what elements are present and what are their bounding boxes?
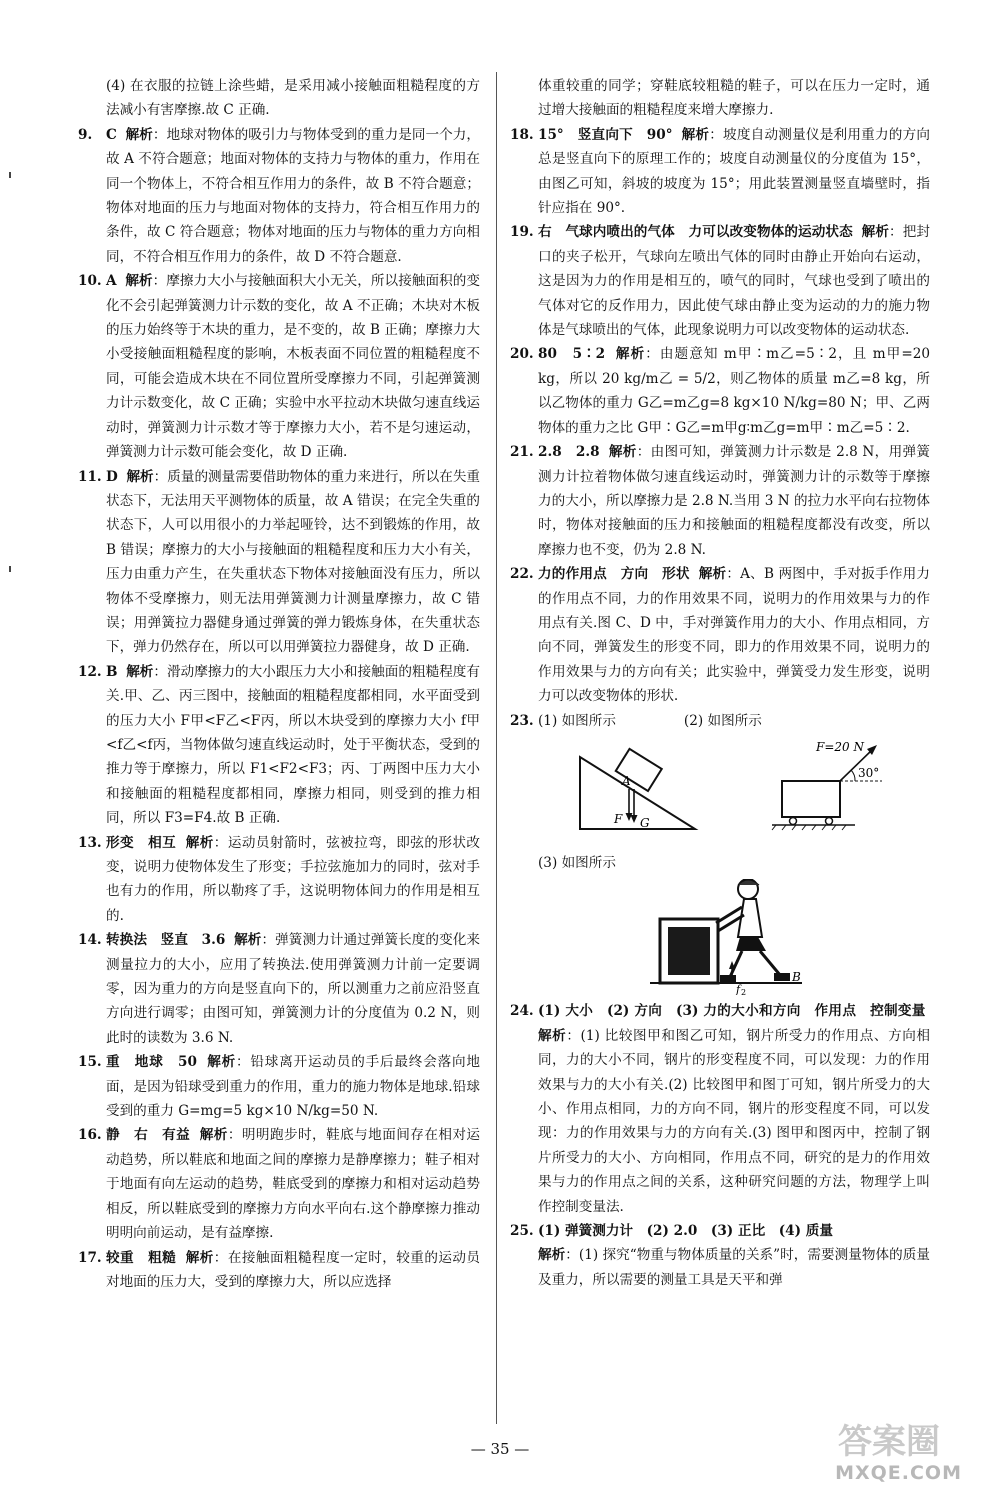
answer-item [78, 74, 480, 123]
label-f2-sub: 2 [741, 988, 747, 996]
analysis-text: 明明跑步时，鞋底与地面间存在相对运动趋势，所以鞋底和地面之间的摩擦力是静摩擦力；鞋子相对于地面有向左运动的趋势，鞋底受到的摩擦力和相对运动趋势相反，所以鞋底受到的摩擦力方向水平向右.这个静摩擦力推动明明向前运动，是有益摩擦. [106, 1127, 481, 1242]
analysis-text: 弹簧测力计通过弹簧长度的变化来测量拉力的大小，应用了转换法.使用弹簧测力计前一定要调零，因为重力的方向是竖直向下的，所以测重力之前应沿竖直方向进行调零；由图可知，弹簧测力计的分度值为 0.2 N，则此时的读数为 3.6 N. [106, 932, 481, 1046]
analysis-label: 解析 [125, 126, 153, 143]
analysis-text: 由图可知，弹簧测力计示数是 2.8 N，用弹簧测力计拉着物体做匀速直线运动时，弹簧测力计的示数等于摩擦力的大小，所以摩擦力是 2.8 N.当用 3 N 的拉力水平向右拉物体时，物体对接触面的压力和接触面的粗糙程度都没有改变，所以摩擦力也不变，仍为 2.8 N. [538, 444, 931, 558]
answer-item-23 [510, 709, 930, 733]
answer-text: (1) 如图所示 (2) 如图所示 [538, 712, 762, 729]
answer-key: C [106, 126, 117, 143]
answer-key: 80 5∶2 [538, 346, 606, 363]
watermark-logo-text: 答案圈 [838, 1422, 940, 1462]
analysis-label: 解析 [126, 468, 154, 485]
right-column [510, 74, 930, 1292]
answer-key: D [106, 468, 118, 485]
answer-item-18: 18. 15° 竖直向下 90° 解析：坡度自动测量仪是利用重力的方向总是竖直向下的原理工作的；坡度自动测量仪的分度值为 15°，由图乙可知，斜坡的坡度为 15°；用此装置测量竖直墙壁时，指针应指在 90°. [510, 123, 930, 221]
item-number: 17. [78, 1249, 102, 1266]
answer-item-24: 24. (1) 大小 (2) 方向 (3) 力的大小和方向 作用点 控制变量 解析：(1) 比较图甲和图乙可知，钢片所受力的作用点、方向相同，力的大小不同，钢片的形变程度不同，可以发现：力的作用效果与力的大小有关.(2) 比较图甲和图丁可知，钢片所受力的大小、作用点相同，力的方向不同，钢片的形变程度不同，可以发现：力的作用效果与力的方向有关.(3) 图甲和图丙中，控制了钢片所受力的大小、方向相同，作用点不同，研究的是力的作用效果与力的作用点之间的关系，这种研究问题的方法，物理学上叫作控制变量法. [510, 999, 930, 1219]
incline-diagram [580, 749, 695, 830]
answer-item-21: 21. 2.8 2.8 解析：由图可知，弹簧测力计示数是 2.8 N，用弹簧测力计拉着物体做匀速直线运动时，弹簧测力计的示数等于摩擦力的大小，所以摩擦力是 2.8 N.当用 3 N 的拉力水平向右拉物体时，物体对接触面的压力和接触面的粗糙程度都没有改变，所以摩擦力也不变，仍为 2.8 N. [510, 440, 930, 562]
cart-diagram [772, 740, 882, 830]
answer-text: (4) 在衣服的拉链上涂些蜡，是采用减小接触面粗糙程度的方法减小有害摩擦.故 C 正确. [106, 78, 480, 119]
left-column [78, 74, 480, 1294]
analysis-text: 铅球离开运动员的手后最终会落向地面，是因为铅球受到重力的作用，重力的施力物体是地球.铅球受到的重力 G=mg=5 kg×10 N/kg=50 N. [106, 1054, 481, 1120]
item-number: 22. [510, 566, 534, 583]
answer-item-13: 13. 形变 相互 解析：运动员射箭时，弦被拉弯，即弦的形状改变，说明力使物体发生了形变；手拉弦施加力的同时，弦对手也有力的作用，所以勒疼了手，这说明物体间力的作用是相互的. [78, 831, 480, 929]
item-number: 12. [78, 663, 102, 680]
answer-key: 重 地球 50 [106, 1054, 197, 1071]
label-g: G [640, 815, 650, 830]
analysis-label: 解析 [615, 346, 646, 363]
answer-item-9: 9. C 解析：地球对物体的吸引力与物体受到的重力是同一个力，故 A 不符合题意；地面对物体的支持力与物体的重力，作用在同一个物体上，不符合相互作用力的条件，故 B 不符合题意；物体对地面的压力与地面对物体的支持力，符合相互作用力的条件，故 C 符合题意；物体对地面的压力与物体的重力方向相同，不符合相互作用力的条件，故 D 不符合题意. [78, 123, 480, 269]
margin-mark [9, 566, 11, 572]
analysis-label: 解析 [538, 1247, 566, 1264]
answer-key: (1) 大小 (2) 方向 (3) 力的大小和方向 作用点 控制变量 [538, 1003, 926, 1020]
analysis-label: 解析 [681, 126, 710, 143]
q23-3-caption: (3) 如图所示 [538, 854, 616, 871]
answer-item-14: 14. 转换法 竖直 3.6 解析：弹簧测力计通过弹簧长度的变化来测量拉力的大小，应用了转换法.使用弹簧测力计前一定要调零，因为重力的方向是竖直向下的，所以测重力之前应沿竖直方向进行调零；由图可知，弹簧测力计的分度值为 0.2 N，则此时的读数为 3.6 N. [78, 928, 480, 1050]
answer-key: 右 气球内喷出的气体 力可以改变物体的运动状态 [538, 224, 853, 241]
analysis-label: 解析 [698, 566, 727, 583]
answer-item-15: 15. 重 地球 50 解析：铅球离开运动员的手后最终会落向地面，是因为铅球受到重力的作用，重力的施力物体是地球.铅球受到的重力 G=mg=5 kg×10 N/kg=50 N. [78, 1050, 480, 1123]
analysis-label: 解析 [185, 834, 214, 851]
answer-item-10: 10. A 解析：摩擦力大小与接触面积大小无关，所以接触面积的变化不会引起弹簧测力计示数的变化，故 A 不正确；木块对木板的压力始终等于木块的重力，是不变的，故 B 正确；摩擦力大小受接触面粗糙程度的影响，木板表面不同位置的粗糙程度不同，可能会造成木块在不同位置所受摩擦力不同，引起弹簧测力计示数变化，故 C 正确；实验中水平拉动木块做匀速直线运动时，弹簧测力计示数才等于摩擦力大小，若不是匀速运动，弹簧测力计示数可能会变化，故 D 正确. [78, 269, 480, 464]
analysis-label: 解析 [207, 1054, 236, 1071]
item-number: 13. [78, 834, 102, 851]
item-number: 18. [510, 126, 534, 143]
label-a: A [622, 773, 631, 788]
analysis-label: 解析 [234, 932, 262, 949]
analysis-text: 摩擦力大小与接触面积大小无关，所以接触面积的变化不会引起弹簧测力计示数的变化，故 A 不正确；木块对木板的压力始终等于木块的重力，是不变的，故 B 正确；摩擦力大小受接触面粗糙程度的影响，木板表面不同位置的粗糙程度不同，可能会造成木块在不同位置所受摩擦力不同，引起弹簧测力计示数变化，故 C 正确；实验中水平拉动木块做匀速直线运动时，弹簧测力计示数才等于摩擦力大小，若不是匀速运动，弹簧测力计示数可能会变化，故 D 正确. [106, 273, 481, 461]
item-number: 16. [78, 1127, 102, 1144]
item-number: 10. [78, 273, 102, 290]
item-number: 24. [510, 1003, 534, 1020]
analysis-label: 解析 [125, 273, 153, 290]
watermark-url: MXQE.COM [835, 1462, 962, 1484]
item-number: 9. [78, 126, 93, 143]
page-number: — 35 — [470, 1440, 530, 1458]
analysis-text: 质量的测量需要借助物体的重力来进行，所以在失重状态下，无法用天平测物体的质量，故 A 错误；在完全失重的状态下，人可以用很小的力举起哑铃，达不到锻炼的作用，故 B 错误；摩擦力的大小与接触面的粗糙程度和压力大小有关，压力由重力产生，在失重状态下物体对接触面没有压力，所以物体不受摩擦力，则无法用弹簧测力计测量摩擦力，故 C 错误；用弹簧拉力器健身通过弹簧的弹力锻炼身体，在失重状态下，弹力仍然存在，所以可以用弹簧拉力器健身，故 D 正确. [106, 468, 481, 656]
analysis-text: A、B 两图中，手对扳手作用力的作用点不同，力的作用效果不同，说明力的作用效果与力的作用点有关.图 C、D 中，手对弹簧作用力的大小、作用点相同，方向不同，弹簧发生的形变不同，即力的作用效果不同，说明力的作用效果与力的方向有关；此实验中，弹簧受力发生形变，说明力可以改变物体的形状. [538, 566, 930, 705]
analysis-text: 在接触面粗糙程度一定时，较重的运动员对地面的压力大，受到的摩擦力大，所以应选择 [106, 1249, 481, 1290]
answer-key: 较重 粗糙 [106, 1249, 177, 1266]
analysis-label: 解析 [199, 1127, 228, 1144]
answer-key: 2.8 2.8 [538, 444, 600, 461]
answer-key: 15° 竖直向下 90° [538, 126, 673, 143]
analysis-label: 解析 [608, 444, 637, 461]
analysis-text: 坡度自动测量仪是利用重力的方向总是竖直向下的原理工作的；坡度自动测量仪的分度值为 15°，由图乙可知，斜坡的坡度为 15°；用此装置测量竖直墙壁时，指针应指在 90°. [538, 126, 930, 217]
figure-row-23-3 [510, 879, 930, 995]
answer-key: 力的作用点 方向 形状 [538, 566, 690, 583]
answer-item-20: 20. 80 5∶2 解析：由题意知 m甲∶m乙=5∶2，且 m甲=20 kg，所以 20 kg/m乙 = 5/2，则乙物体的质量 m乙=8 kg，所以乙物体的重力 G乙=m乙g=8 kg×10 N/kg=80 N；甲、乙两物体的重力之比 G甲∶G乙=m甲g∶m乙g=m甲∶m乙=5∶2. [510, 342, 930, 440]
label-f: F [614, 811, 623, 826]
answer-text: 体重较重的同学；穿鞋底较粗糙的鞋子，可以在压力一定时，通过增大接触面的粗糙程度来增大摩擦力. [538, 78, 930, 119]
answer-item-11: 11. D 解析：质量的测量需要借助物体的重力来进行，所以在失重状态下，无法用天平测物体的质量，故 A 错误；在完全失重的状态下，人可以用很小的力举起哑铃，达不到锻炼的作用，故 B 错误；摩擦力的大小与接触面的粗糙程度和压力大小有关，压力由重力产生，在失重状态下物体对接触面没有压力，所以物体不受摩擦力，则无法用弹簧测力计测量摩擦力，故 C 错误；用弹簧拉力器健身通过弹簧的弹力锻炼身体，在失重状态下，弹力仍然存在，所以可以用弹簧拉力器健身，故 D 正确. [78, 465, 480, 660]
analysis-text: 运动员射箭时，弦被拉弯，即弦的形状改变，说明力使物体发生了形变；手拉弦施加力的同时，弦对手也有力的作用，所以勒疼了手，这说明物体间力的作用是相互的. [106, 834, 481, 924]
figure-row-23 [510, 737, 930, 847]
force-diagrams [510, 737, 930, 847]
item-number: 14. [78, 932, 102, 949]
answer-key: 形变 相互 [106, 834, 177, 851]
answer-item [510, 74, 930, 123]
analysis-text: 地球对物体的吸引力与物体受到的重力是同一个力，故 A 不符合题意；地面对物体的支持力与物体的重力，作用在同一个物体上，不符合相互作用力的条件，故 B 不符合题意；物体对地面的压力与地面对物体的支持力，符合相互作用力的条件，故 C 符合题意；物体对地面的压力与物体的重力方向相同，不符合相互作用力的条件，故 D 不符合题意. [106, 126, 481, 265]
answer-item-22: 22. 力的作用点 方向 形状 解析：A、B 两图中，手对扳手作用力的作用点不同，力的作用效果不同，说明力的作用效果与力的作用点有关.图 C、D 中，手对弹簧作用力的大小、作用点相同，方向不同，弹簧发生的形变不同，即力的作用效果不同，说明力的作用效果与力的方向有关；此实验中，弹簧受力发生形变，说明力可以改变物体的形状. [510, 562, 930, 708]
boy-pushing-box-diagram [510, 879, 930, 995]
analysis-text: 由题意知 m甲∶m乙=5∶2，且 m甲=20 kg，所以 20 kg/m乙 = 5/2，则乙物体的质量 m乙=8 kg，所以乙物体的重力 G乙=m乙g=8 kg×10 N/kg=80 N；甲、乙两物体的重力之比 G甲∶G乙=m甲g∶m乙g=m甲∶m乙=5∶2. [538, 346, 931, 436]
item-number: 20. [510, 346, 534, 363]
item-number: 21. [510, 444, 534, 461]
column-divider [496, 72, 497, 1424]
item-number: 23. [510, 712, 534, 729]
item-number: 25. [510, 1223, 534, 1240]
analysis-text: 把封口的夹子松开，气球向左喷出气体的同时由静止开始向右运动，这是因为力的作用是相互的，喷气的同时，气球也受到了喷出的气体对它的反作用力，因此使气球由静止变为运动的力的施力物体是气球喷出的气体，此现象说明力可以改变物体的运动状态. [538, 224, 930, 339]
margin-mark [9, 172, 11, 178]
answer-item-19: 19. 右 气球内喷出的气体 力可以改变物体的运动状态 解析：把封口的夹子松开，气球向左喷出气体的同时由静止开始向右运动，这是因为力的作用是相互的，喷气的同时，气球也受到了喷出的气体对它的反作用力，因此使气球由静止变为运动的力的施力物体是气球喷出的气体，此现象说明力可以改变物体的运动状态. [510, 220, 930, 342]
answer-item-12: 12. B 解析：滑动摩擦力的大小跟压力大小和接触面的粗糙程度有关.甲、乙、丙三图中，接触面的粗糙程度都相同，水平面受到的压力大小 F甲<F乙<F丙，所以木块受到的摩擦力大小 f甲<f乙<f丙，当物体做匀速直线运动时，处于平衡状态，受到的推力等于摩擦力，所以 F1<F2<F3；丙、丁两图中压力大小和接触面的粗糙程度都相同，摩擦力相同，则受到的推力相同，所以 F3=F4.故 B 正确. [78, 660, 480, 831]
item-number: 19. [510, 224, 534, 241]
answer-key: (1) 弹簧测力计 (2) 2.0 (3) 正比 (4) 质量 [538, 1223, 833, 1240]
analysis-text: (1) 探究“物重与物体质量的关系”时，需要测量物体的质量及重力，所以需要的测量工具是天平和弹 [538, 1247, 930, 1288]
answer-item-17: 17. 较重 粗糙 解析：在接触面粗糙程度一定时，较重的运动员对地面的压力大，受到的摩擦力大，所以应选择 [78, 1246, 480, 1295]
analysis-text: 滑动摩擦力的大小跟压力大小和接触面的粗糙程度有关.甲、乙、丙三图中，接触面的粗糙程度都相同，水平面受到的压力大小 F甲<F乙<F丙，所以木块受到的摩擦力大小 f甲<f乙<f丙，当物体做匀速直线运动时，处于平衡状态，受到的推力等于摩擦力，所以 F1<F2<F3；丙、丁两图中压力大小和接触面的粗糙程度都相同，摩擦力相同，则受到的推力相同，所以 F3=F4.故 B 正确. [106, 663, 481, 827]
analysis-label: 解析 [126, 663, 154, 680]
label-f2: f [736, 983, 741, 996]
answer-key: A [106, 273, 117, 290]
analysis-label: 解析 [861, 224, 890, 241]
answer-item-16: 16. 静 右 有益 解析：明明跑步时，鞋底与地面间存在相对运动趋势，所以鞋底和地面之间的摩擦力是静摩擦力；鞋子相对于地面有向左运动的趋势，鞋底受到的摩擦力和相对运动趋势相反，所以鞋底受到的摩擦力方向水平向右.这个静摩擦力推动明明向前运动，是有益摩擦. [78, 1123, 480, 1245]
answer-key: B [106, 663, 118, 680]
item-number: 11. [78, 468, 102, 485]
label-b: B [792, 970, 801, 985]
analysis-label: 解析 [185, 1249, 214, 1266]
analysis-text: (1) 比较图甲和图乙可知，钢片所受力的作用点、方向相同，力的大小不同，钢片的形变程度不同，可以发现：力的作用效果与力的大小有关.(2) 比较图甲和图丁可知，钢片所受力的大小、作用点相同，力的方向不同，钢片的形变程度不同，可以发现：力的作用效果与力的方向有关.(3) 图甲和图丙中，控制了钢片所受力的大小、方向相同，作用点不同，研究的是力的作用效果与力的作用点之间的关系，这种研究问题的方法，物理学上叫作控制变量法. [538, 1027, 931, 1215]
answer-key: 静 右 有益 [106, 1127, 191, 1144]
item-number: 15. [78, 1054, 102, 1071]
label-force: F=20 N [816, 739, 864, 754]
answer-key: 转换法 竖直 3.6 [106, 932, 226, 949]
answer-item-25: 25. (1) 弹簧测力计 (2) 2.0 (3) 正比 (4) 质量 解析：(1) 探究“物重与物体质量的关系”时，需要测量物体的质量及重力，所以需要的测量工具是天平和弹 [510, 1219, 930, 1292]
analysis-label: 解析 [538, 1027, 567, 1044]
label-angle: 30° [858, 765, 880, 780]
